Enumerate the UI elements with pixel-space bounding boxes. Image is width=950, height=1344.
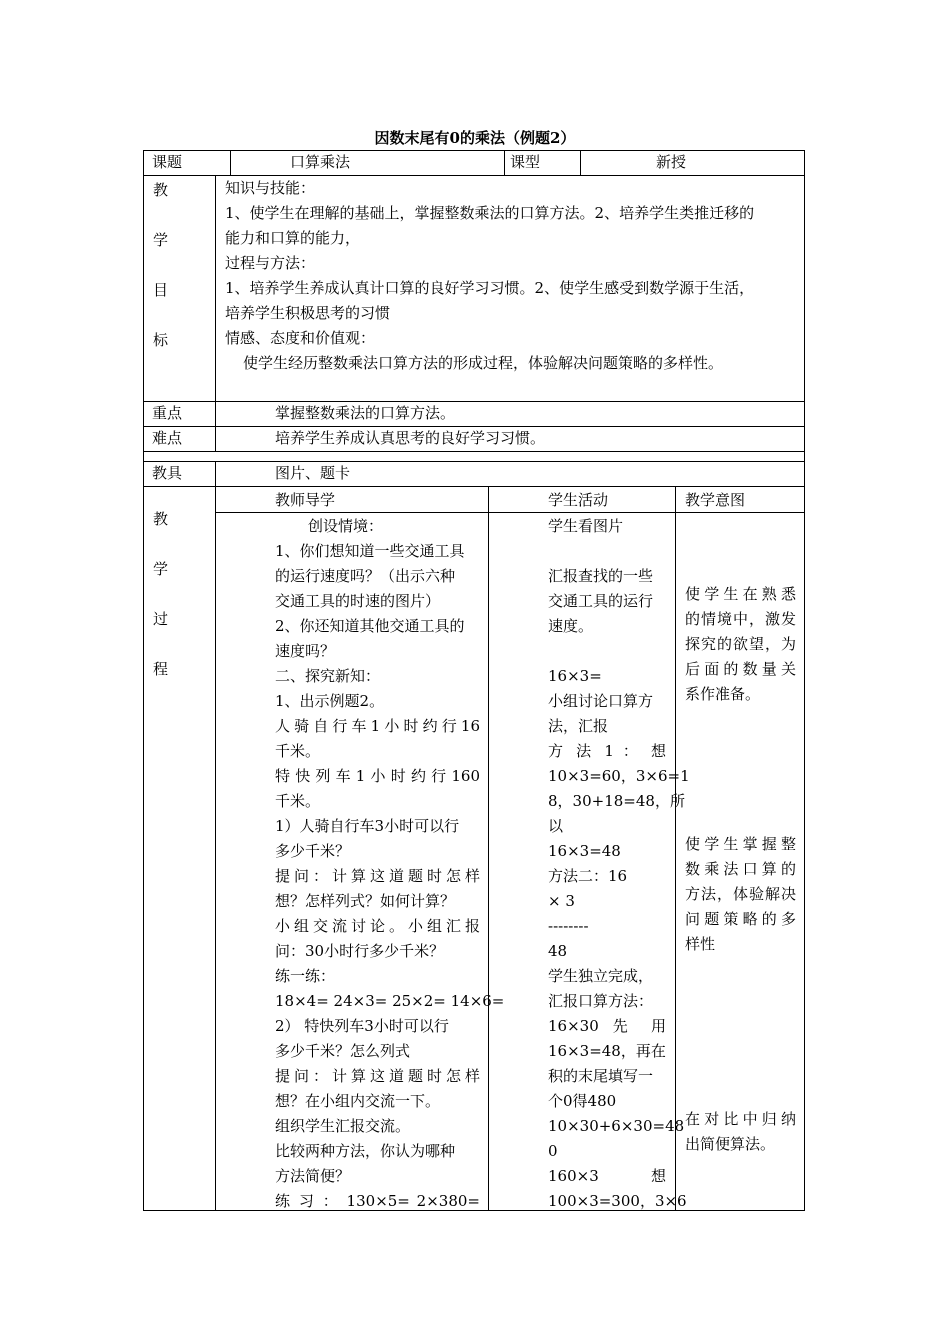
teacher-line: 特快列车1小时约行160 [275,767,480,785]
teacher-line: 想？在小组内交流一下。 [275,1092,441,1110]
teacher-line: 方法简便？ [275,1167,351,1185]
intent-line: 样性 [685,935,716,953]
teacher-line: 2、你还知道其他交通工具的 [275,617,465,635]
kexing-label: 课型 [510,153,541,171]
student-line: 16×30 先 用 [548,1017,666,1035]
student-line: 法，汇报 [548,717,609,735]
teacher-line: 1、出示例题2。 [275,692,385,710]
student-line: 8，30+18=48，所 [548,792,685,810]
intent-line: 出简便算法。 [685,1135,776,1153]
teacher-line: 练 习 ： 130×5= 2×380= [275,1192,480,1210]
student-line: 速度。 [548,617,594,635]
col-header-student: 学生活动 [548,491,609,509]
teacher-line: 提问：计算这道题时怎样 [275,1067,480,1085]
student-line: 方法二：16 [548,867,628,885]
student-line: 小组讨论口算方 [548,692,654,710]
nandian-label: 难点 [152,429,183,447]
student-line: 48 [548,942,568,960]
student-line: 以 [548,817,564,835]
zhongdian-value: 掌握整数乘法的口算方法。 [275,404,456,422]
col-header-teacher: 教师导学 [275,491,336,509]
intent-line: 在对比中归纳 [685,1110,796,1128]
student-line: 10×3=60，3×6=1 [548,767,690,785]
student-line: 160×3 想 [548,1167,666,1185]
student-line: 个0得480 [548,1092,617,1110]
teacher-line: 提问：计算这道题时怎样 [275,867,480,885]
student-line: 学生独立完成， [548,967,654,985]
student-line: × 3 [548,892,575,910]
jiaoju-value: 图片、题卡 [275,464,351,482]
student-line: 交通工具的运行 [548,592,654,610]
teacher-line: 组织学生汇报交流。 [275,1117,411,1135]
intent-line: 后面的数量关 [685,660,796,678]
jiaoju-label: 教具 [152,464,183,482]
teacher-line: 二、探究新知： [275,667,381,685]
student-line: 汇报查找的一些 [548,567,654,585]
nandian-value: 培养学生养成认真思考的良好学习习惯。 [275,429,546,447]
col-header-intent: 教学意图 [685,491,746,509]
teacher-line: 18×4= 24×3= 25×2= 14×6= [275,992,505,1010]
intent-line: 系作准备。 [685,685,761,703]
page-title: 因数末尾有0的乘法（例题2） [374,129,576,147]
student-line: 汇报口算方法： [548,992,654,1010]
student-line: 16×3= [548,667,602,685]
teacher-line: 1）人骑自行车3小时可以行 [275,817,460,835]
intent-line: 数乘法口算的 [685,860,796,878]
teacher-line: 多少千米？ [275,842,351,860]
teacher-line: 小组交流讨论。小组汇报 [275,917,480,935]
teacher-line: 创设情境： [308,517,384,535]
student-line: 方 法 1 ： 想 [548,742,666,760]
student-line: 10×30+6×30=48 [548,1117,685,1135]
intent-line: 探究的欲望，为 [685,635,796,653]
student-line: -------- [548,917,589,935]
student-line: 16×3=48 [548,842,621,860]
student-line: 积的末尾填写一 [548,1067,654,1085]
keti-label: 课题 [152,153,183,171]
student-line: 学生看图片 [548,517,624,535]
zhongdian-label: 重点 [152,404,183,422]
intent-line: 的情境中，激发 [685,610,796,628]
teacher-line: 比较两种方法，你认为哪种 [275,1142,456,1160]
teacher-line: 的运行速度吗？（出示六种 [275,567,456,585]
student-line: 16×3=48，再在 [548,1042,666,1060]
teacher-line: 1、你们想知道一些交通工具 [275,542,465,560]
teacher-line: 人骑自行车1小时约行16 [275,717,480,735]
teacher-line: 2） 特快列车3小时可以行 [275,1017,449,1035]
teacher-line: 交通工具的时速的图片） [275,592,441,610]
teacher-line: 速度吗？ [275,642,336,660]
teacher-line: 多少千米？怎么列式 [275,1042,411,1060]
intent-line: 问题策略的多 [685,910,796,928]
teacher-line: 练一练： [275,967,336,985]
teacher-line: 千米。 [275,792,321,810]
intent-line: 使学生掌握整 [685,835,796,853]
keti-value: 口算乘法 [290,153,351,171]
teacher-line: 想？怎样列式？如何计算？ [275,892,456,910]
kexing-value: 新授 [656,153,687,171]
student-line: 0 [548,1142,558,1160]
teacher-line: 问：30小时行多少千米？ [275,942,445,960]
student-line: 100×3=300，3×6 [548,1192,687,1210]
intent-line: 方法，体验解决 [685,885,796,903]
teacher-line: 千米。 [275,742,321,760]
intent-line: 使学生在熟悉 [685,585,796,603]
